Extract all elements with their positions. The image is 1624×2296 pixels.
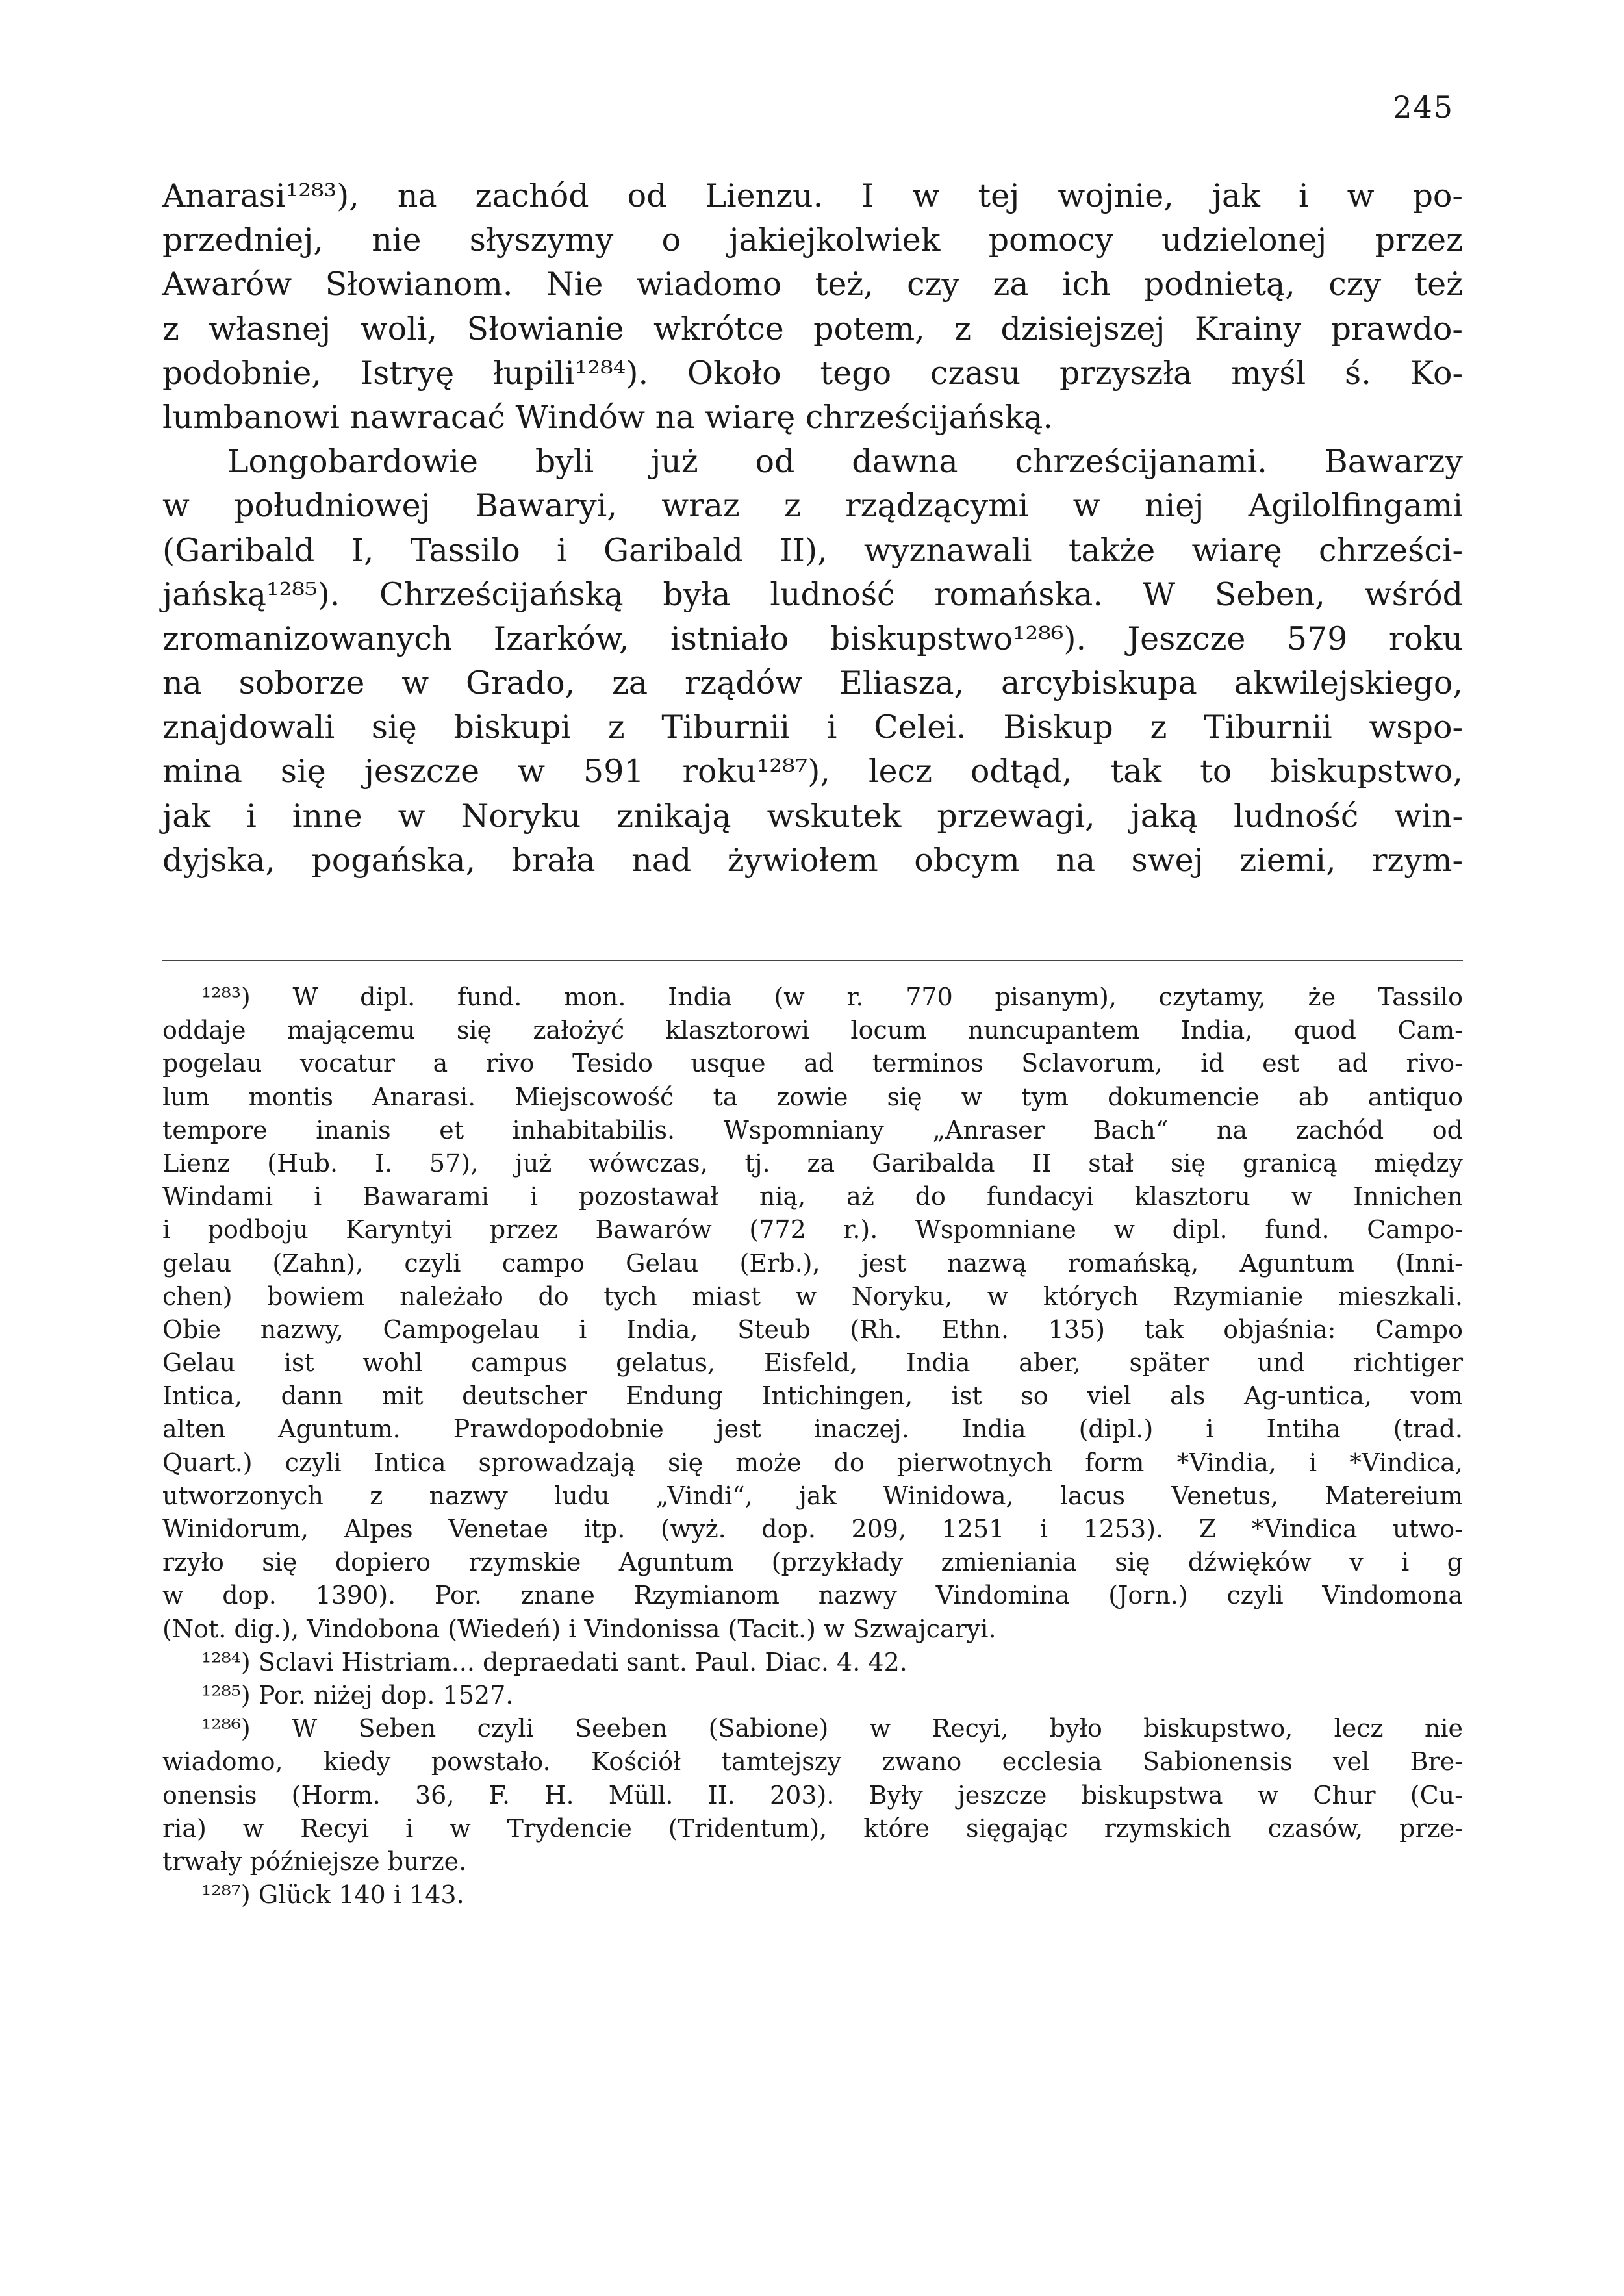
main-text-line: na soborze w Grado, za rządów Eliasza, arcybiskupa akwilejskiego,: [162, 664, 1463, 702]
footnote-line: Gelau ist wohl campus gelatus, Eisfeld, India aber, später und richtiger: [162, 1348, 1463, 1378]
main-text-line: jak i inne w Noryku znikają wskutek przewagi, jaką ludność win-: [162, 797, 1463, 835]
main-text-line: Longobardowie byli już od dawna chrześcijanami. Bawarzy: [227, 443, 1463, 481]
footnote-line: Obie nazwy, Campogelau i India, Steub (Rh. Ethn. 135) tak objaśnia: Campo: [162, 1315, 1463, 1344]
footnotes: [162, 981, 1463, 1911]
footnote-line: pogelau vocatur a rivo Tesido usque ad terminos Sclavorum, id est ad rivo-: [162, 1049, 1463, 1078]
footnote-line: gelau (Zahn), czyli campo Gelau (Erb.), jest nazwą romańską, Aguntum (Inni-: [162, 1248, 1463, 1278]
footnote-line: ¹²⁸⁷) Glück 140 i 143.: [201, 1880, 464, 1910]
footnote-line: lum montis Anarasi. Miejscowość ta zowie się w tym dokumencie ab antiquo: [162, 1082, 1463, 1111]
main-text-line: zromanizowanych Izarków, istniało biskupstwo¹²⁸⁶). Jeszcze 579 roku: [162, 620, 1463, 657]
footnote-line: Winidorum, Alpes Venetae itp. (wyż. dop. 209, 1251 i 1253). Z *Vindica utwo-: [162, 1515, 1463, 1543]
main-text-line: w południowej Bawaryi, wraz z rządzącymi w niej Agilolfingami: [162, 487, 1463, 525]
footnote-line: ¹²⁸³) W dipl. fund. mon. India (w r. 770 pisanym), czytamy, że Tassilo: [201, 983, 1463, 1011]
main-text-line: Awarów Słowianom. Nie wiadomo też, czy za ich podnietą, czy też: [162, 266, 1463, 303]
main-text-line: dyjska, pogańska, brała nad żywiołem obcym na swej ziemi, rzym-: [162, 841, 1463, 879]
footnote-line: rzyło się dopiero rzymskie Aguntum (przykłady zmieniania się dźwięków v i g: [162, 1548, 1463, 1577]
footnote-line: ria) w Recyi i w Trydencie (Tridentum), które sięgając rzymskich czasów, prze-: [162, 1813, 1463, 1843]
footnote-line: alten Aguntum. Prawdopodobnie jest inaczej. India (dipl.) i Intiha (trad.: [162, 1415, 1463, 1444]
main-text-line: jańską¹²⁸⁵). Chrześcijańską była ludność romańska. W Seben, wśród: [162, 575, 1463, 613]
footnote-line: Intica, dann mit deutscher Endung Intichingen, ist so viel als Ag-untica, vom: [162, 1381, 1463, 1411]
footnote-line: ¹²⁸⁴) Sclavi Histriam... depraedati sant. Paul. Diac. 4. 42.: [201, 1647, 907, 1676]
main-text: [162, 174, 1463, 883]
footnote-line: trwały późniejsze burze.: [162, 1847, 467, 1876]
footnote-line: chen) bowiem należało do tych miast w Noryku, w których Rzymianie mieszkali.: [162, 1281, 1463, 1311]
main-text-line: lumbanowi nawracać Windów na wiarę chrześcijańską.: [162, 398, 1053, 436]
footnote-line: onensis (Horm. 36, F. H. Müll. II. 203). Były jeszcze biskupstwa w Chur (Cu-: [162, 1780, 1463, 1810]
main-text-line: (Garibald I, Tassilo i Garibald II), wyznawali także wiarę chrześci-: [162, 531, 1463, 569]
main-text-line: Anarasi¹²⁸³), na zachód od Lienzu. I w tej wojnie, jak i w po-: [162, 177, 1463, 214]
footnote-line: oddaje mającemu się założyć klasztorowi locum nuncupantem India, quod Cam-: [162, 1016, 1463, 1045]
footnote-line: Lienz (Hub. I. 57), już wówczas, tj. za Garibalda II stał się granicą między: [162, 1148, 1463, 1178]
footnote-line: utworzonych z nazwy ludu „Vindi“, jak Winidowa, lacus Venetus, Matereium: [162, 1481, 1463, 1510]
footnote-separator: [162, 960, 1463, 961]
footnote-line: ¹²⁸⁶) W Seben czyli Seeben (Sabione) w Recyi, było biskupstwo, lecz nie: [201, 1714, 1463, 1743]
footnote-line: Windami i Bawarami i pozostawał nią, aż do fundacyi klasztoru w Innichen: [162, 1182, 1463, 1211]
main-text-line: podobnie, Istryę łupili¹²⁸⁴). Około tego czasu przyszła myśl ś. Ko-: [162, 354, 1463, 392]
footnote-line: ¹²⁸⁵) Por. niżej dop. 1527.: [201, 1680, 514, 1709]
footnote-line: tempore inanis et inhabitabilis. Wspomniany „Anraser Bach“ na zachód od: [162, 1115, 1463, 1144]
main-text-line: przedniej, nie słyszymy o jakiejkolwiek pomocy udzielonej przez: [162, 221, 1463, 259]
page-number: 245: [1393, 90, 1454, 125]
footnote-line: wiadomo, kiedy powstało. Kościół tamtejszy zwano ecclesia Sabionensis vel Bre-: [162, 1747, 1463, 1776]
main-text-line: z własnej woli, Słowianie wkrótce potem, z dzisiejszej Krainy prawdo-: [162, 310, 1463, 347]
main-text-line: mina się jeszcze w 591 roku¹²⁸⁷), lecz odtąd, tak to biskupstwo,: [162, 753, 1463, 790]
footnote-line: (Not. dig.), Vindobona (Wiedeń) i Vindonissa (Tacit.) w Szwajcaryi.: [162, 1614, 996, 1643]
footnote-line: Quart.) czyli Intica sprowadzają się może do pierwotnych form *Vindia, i *Vindica,: [162, 1448, 1463, 1477]
main-text-line: znajdowali się biskupi z Tiburnii i Celei. Biskup z Tiburnii wspo-: [162, 709, 1463, 746]
footnote-line: w dop. 1390). Por. znane Rzymianom nazwy Vindomina (Jorn.) czyli Vindomona: [162, 1581, 1463, 1610]
footnote-line: i podboju Karyntyi przez Bawarów (772 r.). Wspomniane w dipl. fund. Campo-: [162, 1215, 1463, 1244]
